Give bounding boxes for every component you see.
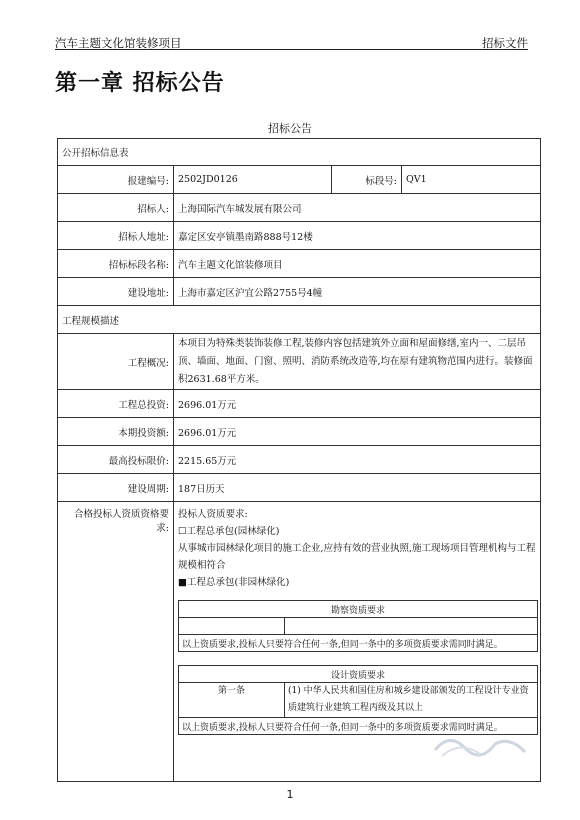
header-project-name: 汽车主题文化馆装修项目 xyxy=(55,36,182,50)
survey-article-cell xyxy=(179,618,285,635)
lot-no-label: 标段号: xyxy=(332,166,402,194)
design-requirement: (1) 中华人民共和国住房和城乡建设部颁发的工程设计专业资质建筑行业建筑工程丙级及其以上 xyxy=(285,683,538,718)
price-limit-value: 2215.65万元 xyxy=(174,446,541,474)
tenderer-value: 上海国际汽车城发展有限公司 xyxy=(174,194,541,222)
survey-qualification-table xyxy=(178,600,538,652)
period-label: 建设周期: xyxy=(58,474,174,502)
section-info-title: 公开招标信息表 xyxy=(58,139,541,166)
qualification-line: 投标人资质要求: xyxy=(178,509,248,520)
period-value: 187日历天 xyxy=(174,474,541,502)
site-label: 建设地址: xyxy=(58,278,174,306)
design-article: 第一条 xyxy=(179,683,285,718)
total-investment-label: 工程总投资: xyxy=(58,390,174,418)
price-limit-label: 最高投标限价: xyxy=(58,446,174,474)
address-value: 嘉定区安亭镇墨南路888号12楼 xyxy=(174,222,541,250)
site-value: 上海市嘉定区沪宜公路2755号4幢 xyxy=(174,278,541,306)
report-no-value: 2502JD0126 xyxy=(174,166,332,194)
lot-name-label: 招标标段名称: xyxy=(58,250,174,278)
overview-value: 本项目为特殊类装饰装修工程,装修内容包括建筑外立面和屋面修缮,室内一、二层吊顶、墙面、地面、门窗、照明、消防系统改造等,均在原有建筑物范围内进行。装修面积2631.68平方米。 xyxy=(174,334,541,390)
survey-note: 以上资质要求,投标人只要符合任何一条,但同一条中的多项资质要求需同时满足。 xyxy=(179,635,538,652)
total-investment-value: 2696.01万元 xyxy=(174,390,541,418)
tender-info-table xyxy=(57,138,541,782)
running-header xyxy=(55,35,528,49)
qualification-line: 从事城市园林绿化项目的施工企业,应持有效的营业执照,施工现场项目管理机构与工程规模相符合 xyxy=(178,543,536,571)
header-rule xyxy=(55,49,528,50)
chapter-title: 第一章 招标公告 xyxy=(55,71,225,96)
watermark-seal xyxy=(430,722,530,762)
tenderer-label: 招标人: xyxy=(58,194,174,222)
survey-title: 勘察资质要求 xyxy=(179,601,538,618)
lot-name-value: 汽车主题文化馆装修项目 xyxy=(174,250,541,278)
header-doc-type: 招标文件 xyxy=(482,36,528,50)
report-no-label: 报建编号: xyxy=(58,166,174,194)
address-label: 招标人地址: xyxy=(58,222,174,250)
qualification-option-landscape: ☐工程总承包(园林绿化) xyxy=(178,526,280,537)
overview-label: 工程概况: xyxy=(58,334,174,390)
survey-requirement-cell xyxy=(285,618,538,635)
qualification-label: 合格投标人资质资格要求: xyxy=(58,502,174,782)
design-note: 以上资质要求,投标人只要符合任何一条,但同一条中的多项资质要求需同时满足。 xyxy=(179,718,538,735)
phase-investment-value: 2696.01万元 xyxy=(174,418,541,446)
lot-no-value: QV1 xyxy=(402,166,541,194)
phase-investment-label: 本期投资额: xyxy=(58,418,174,446)
qualification-option-non-landscape: ■工程总承包(非园林绿化) xyxy=(178,577,290,588)
design-title: 设计资质要求 xyxy=(179,666,538,683)
page-number: 1 xyxy=(286,788,294,801)
table-caption: 招标公告 xyxy=(268,122,312,135)
section-scale-title: 工程规模描述 xyxy=(58,306,541,334)
